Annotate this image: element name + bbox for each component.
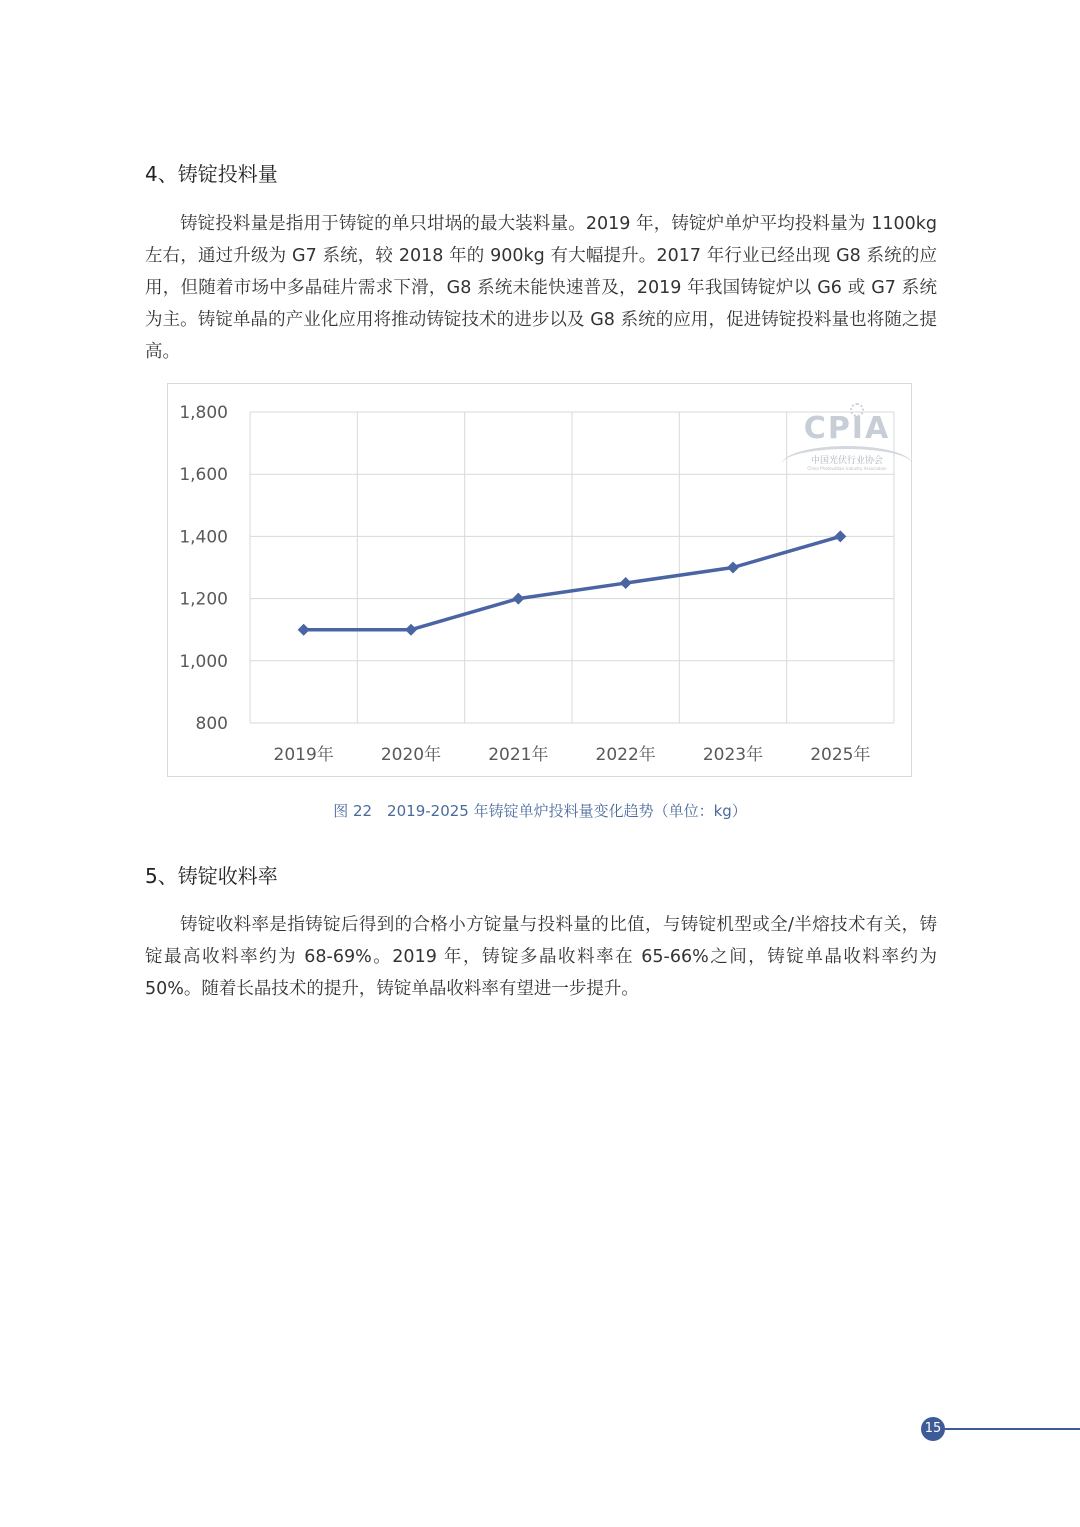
watermark-logo-text: CPIA [803, 411, 891, 446]
section-heading-yield-rate: 5、铸锭收料率 [145, 864, 278, 888]
x-tick-label: 2022年 [595, 745, 656, 765]
y-tick-label: 1,000 [179, 651, 228, 672]
data-point-marker [298, 624, 310, 636]
watermark-org-cn: 中国光伏行业协会 [810, 456, 883, 466]
x-tick-label: 2023年 [702, 745, 764, 765]
y-tick-label: 1,200 [179, 589, 228, 610]
x-tick-label: 2019年 [273, 745, 334, 765]
section-heading-feed-amount: 4、铸锭投料量 [145, 162, 278, 186]
sun-icon [850, 403, 864, 417]
data-point-marker [405, 624, 417, 636]
footer-rule [945, 1428, 1080, 1430]
x-tick-label: 2021年 [488, 745, 549, 765]
line-chart [167, 383, 912, 777]
x-tick-label: 2025年 [810, 745, 871, 765]
y-tick-label: 800 [195, 714, 228, 734]
y-tick-label: 1,800 [179, 403, 228, 423]
data-point-marker [834, 530, 846, 542]
cpia-watermark-logo [782, 402, 912, 472]
y-tick-label: 1,600 [179, 465, 228, 486]
data-point-marker [727, 562, 739, 574]
figure-caption: 图 22 2019-2025 年铸锭单炉投料量变化趋势（单位：kg） [333, 802, 747, 820]
y-tick-label: 1,400 [179, 527, 228, 548]
data-point-marker [512, 593, 524, 605]
data-point-marker [620, 577, 632, 589]
section-paragraph-yield-rate: 铸锭收料率是指铸锭后得到的合格小方锭量与投料量的比值，与铸锭机型或全/半熔技术有关，铸锭最高收料率约为 68-69%。2019 年，铸锭多晶收料率在 65-66%之间，铸锭单晶收料率约为 50%。随着长晶技术的提升，铸锭单晶收料率有望进一步提升。 [145, 915, 937, 999]
section-paragraph-feed-amount: 铸锭投料量是指用于铸锭的单只坩埚的最大装料量。2019 年，铸锭炉单炉平均投料量为 1100kg 左右，通过升级为 G7 系统，较 2018 年的 900kg 有大幅提升。2017 年行业已经出现 G8 系统的应用，但随着市场中多晶硅片需求下滑，G8 系统未能快速普及，2019 年我国铸锭炉以 G6 或 G7 系统为主。铸锭单晶的产业化应用将推动铸锭技术的进步以及 G8 系统的应用，促进铸锭投料量也将随之提高。 [145, 214, 937, 362]
watermark-org-en: China Photovoltaic Industry Association [807, 466, 887, 471]
page-number-badge: 15 [921, 1417, 945, 1441]
x-tick-label: 2020年 [380, 745, 442, 765]
